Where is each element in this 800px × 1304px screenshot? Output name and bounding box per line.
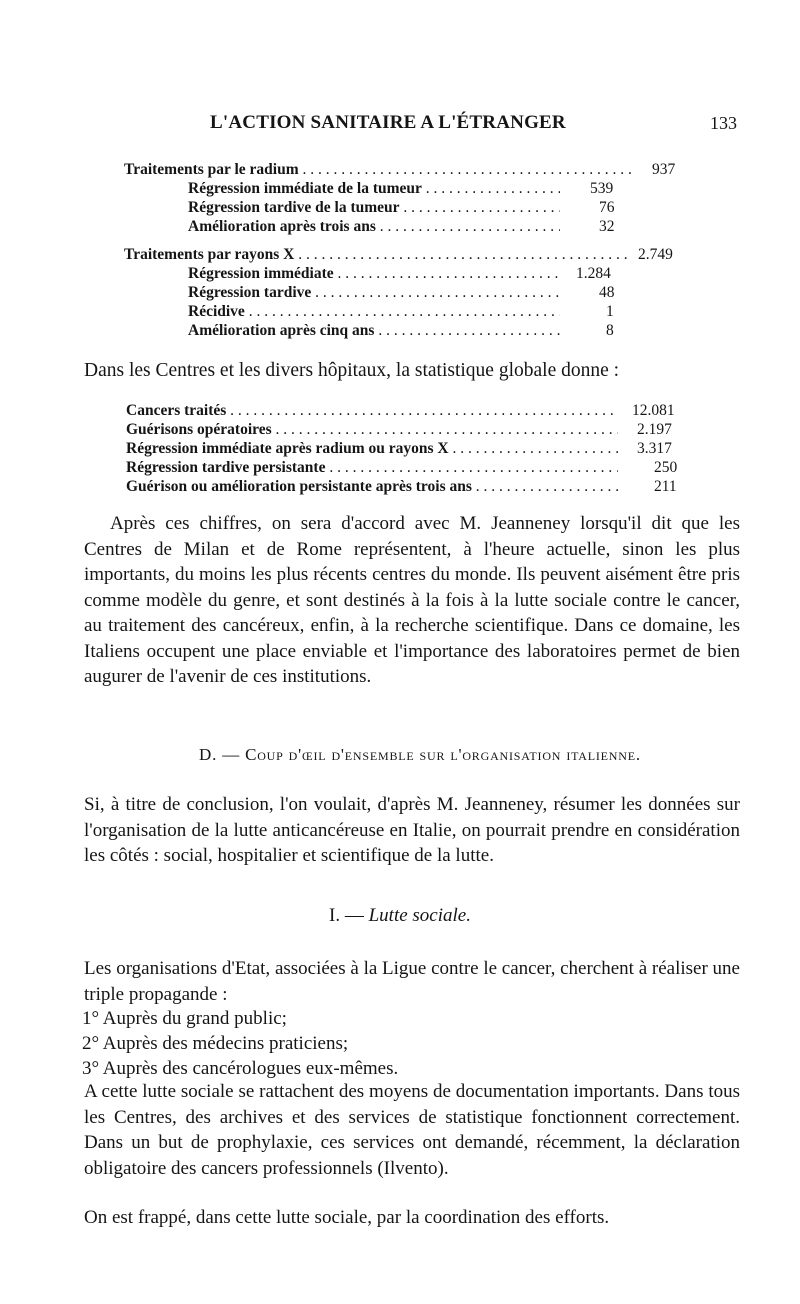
row-value: 48	[599, 284, 615, 301]
table-row	[0, 199, 800, 218]
row-value: 1	[606, 303, 614, 320]
table-row	[0, 322, 800, 341]
row-value: 76	[599, 199, 615, 216]
row-value: 12.081	[632, 402, 675, 419]
page-header	[0, 112, 800, 140]
row-label: Amélioration après cinq ans . . .	[188, 322, 560, 340]
paragraph-summary: Si, à titre de conclusion, l'on voulait, d'après M. Jeanneney, résumer les données sur l'organisation de la lutte anticancéreuse en Italie, on pourrait prendre en considération les côtés : social, hospitalier et scientifique de la lutte.	[84, 794, 740, 866]
table-row	[0, 284, 800, 303]
row-label: Amélioration après trois ans . . .	[188, 218, 560, 236]
table-row	[0, 459, 800, 478]
rayons-statistics	[0, 246, 800, 341]
sub-heading-title: Lutte sociale.	[368, 905, 471, 926]
row-label: Régression immédiate après radium ou rayons X . . .	[126, 440, 618, 458]
paragraph-conclusion-centres: Après ces chiffres, on sera d'accord avec M. Jeanneney lorsqu'il dit que les Centres de Milan et de Rome représentent, à l'heure actuelle, sinon les plus importants, du moins les plus récents centres du monde. Ils peuvent aisément être pris comme modèle du genre, et sont destinés à la fois à la lutte sociale contre le cancer, au traitement des cancéreux, enfin, à la recherche scientifique. Dans ce domaine, les Italiens occupent une place enviable et l'importance des laboratoires permet de bien augurer de l'avenir de ces institutions.	[84, 513, 740, 687]
row-label: Régression tardive persistante . . .	[126, 459, 618, 477]
row-label: Régression immédiate . . .	[188, 265, 560, 283]
row-value: 32	[599, 218, 615, 235]
paragraph-coordination: On est frappé, dans cette lutte sociale, par la coordination des efforts.	[84, 1207, 610, 1228]
row-label: Récidive . . .	[188, 303, 560, 321]
global-intro: Dans les Centres et les divers hôpitaux, la statistique globale donne :	[84, 360, 620, 381]
table-row	[0, 421, 800, 440]
row-label: Guérisons opératoires . . .	[126, 421, 618, 439]
row-label: Traitements par rayons X . . .	[124, 246, 632, 264]
row-value: 3.317	[637, 440, 672, 457]
list-item: 1° Auprès du grand public;	[82, 1008, 287, 1029]
paragraph-propaganda: Les organisations d'Etat, associées à la Ligue contre le cancer, cherchent à réaliser une triple propagande :	[84, 958, 740, 1005]
row-label: Régression tardive . . .	[188, 284, 560, 302]
table-row	[0, 303, 800, 322]
row-value: 250	[654, 459, 678, 476]
table-row	[0, 402, 800, 421]
running-title: L'ACTION SANITAIRE A L'ÉTRANGER	[210, 112, 566, 133]
paragraph-documentation: A cette lutte sociale se rattachent des moyens de documentation importants. Dans tous les Centres, des archives et des services de statistique fonctionnent correctement. Dans un but de prophylaxie, ces services ont demandé, récemment, la déclaration obligatoire des cancers professionnels (Ilvento).	[84, 1081, 740, 1179]
row-value: 539	[590, 180, 614, 197]
row-value: 2.749	[638, 246, 673, 263]
table-row	[0, 180, 800, 199]
row-label: Cancers traités . . .	[126, 402, 618, 420]
list-item: 2° Auprès des médecins praticiens;	[82, 1033, 349, 1054]
sub-heading	[0, 905, 800, 927]
table-row	[0, 246, 800, 265]
row-label: Traitements par le radium . . .	[124, 161, 632, 179]
table-row	[0, 440, 800, 459]
table-row	[0, 218, 800, 237]
row-value: 2.197	[637, 421, 672, 438]
radium-statistics	[0, 161, 800, 237]
row-value: 8	[606, 322, 614, 339]
row-value: 1.284	[576, 265, 611, 282]
section-heading-text: D. — Coup d'œil d'ensemble sur l'organisation italienne.	[199, 745, 641, 764]
row-label: Régression tardive de la tumeur . . .	[188, 199, 560, 217]
table-row	[0, 478, 800, 497]
section-heading-d	[40, 745, 800, 765]
row-value: 937	[652, 161, 676, 178]
list-item: 3° Auprès des cancérologues eux-mêmes.	[82, 1058, 399, 1079]
page-number: 133	[710, 113, 737, 133]
row-label: Régression immédiate de la tumeur . . .	[188, 180, 560, 198]
row-value: 211	[654, 478, 677, 495]
table-row	[0, 161, 800, 180]
row-label: Guérison ou amélioration persistante après trois ans . . .	[126, 478, 618, 496]
sub-heading-number: I. —	[329, 905, 364, 926]
global-statistics	[0, 402, 800, 497]
table-row	[0, 265, 800, 284]
